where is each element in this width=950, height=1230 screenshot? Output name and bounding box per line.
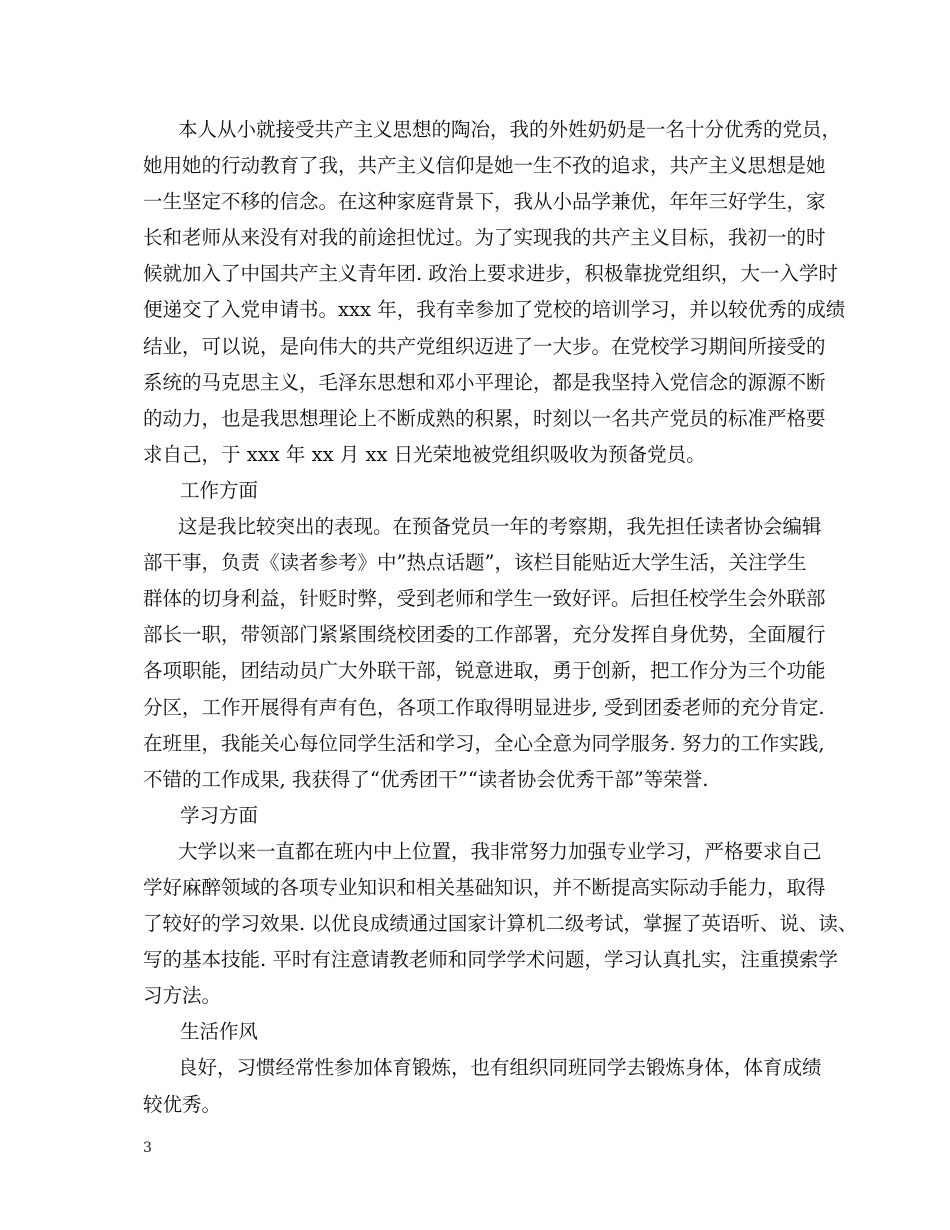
- paragraph-line: 分区，工作开展得有声有色，各项工作取得明显进步, 受到团委老师的充分肯定.: [143, 695, 825, 719]
- paragraph-line: 了较好的学习效果. 以优良成绩通过国家计算机二级考试，掌握了英语听、说、读、: [143, 912, 858, 936]
- paragraph-line: 本人从小就接受共产主义思想的陶冶，我的外姓奶奶是一名十分优秀的党员，: [178, 118, 842, 141]
- paragraph-line: 写的基本技能. 平时有注意请教老师和同学学术问题，学习认真扎实，注重摸索学: [143, 948, 838, 972]
- paragraph-line: 习方法。: [143, 984, 222, 1008]
- paragraph-line: 系统的马克思主义，毛泽东思想和邓小平理论，都是我坚持入党信念的源源不断: [143, 370, 826, 394]
- paragraph-line: 她用她的行动教育了我，共产主义信仰是她一生不孜的追求，共产主义思想是她: [143, 154, 826, 178]
- paragraph-line: 求自己，于 xxx 年 xx 月 xx 日光荣地被党组织吸收为预备党员。: [143, 442, 706, 466]
- section-heading-life: 生活作风: [180, 1020, 259, 1044]
- page-number: 3: [143, 1140, 152, 1156]
- paragraph-line: 学好麻醉领域的各项专业知识和相关基础知识，并不断提高实际动手能力，取得: [143, 875, 826, 899]
- paragraph-line: 大学以来一直都在班内中上位置，我非常努力加强专业学习，严格要求自己: [178, 839, 822, 863]
- document-body: [143, 112, 858, 1123]
- paragraph-line: 较优秀。: [143, 1092, 222, 1116]
- paragraph-line: 候就加入了中国共产主义青年团. 政治上要求进步，积极靠拢党组织，大一入学时: [143, 262, 838, 286]
- paragraph-line: 各项职能，团结动员广大外联干部，锐意进取，勇于创新，把工作分为三个功能: [143, 659, 826, 683]
- paragraph-line: 部长一职，带领部门紧紧围绕校团委的工作部署，充分发挥自身优势，全面履行: [143, 623, 826, 647]
- paragraph-line: 长和老师从来没有对我的前途担忧过。为了实现我的共产主义目标，我初一的时: [143, 226, 826, 250]
- paragraph-line: 部干事，负责《读者参考》中”热点话题”，该栏目能贴近大学生活，关注学生: [143, 551, 807, 575]
- section-heading-study: 学习方面: [180, 803, 259, 827]
- paragraph-line: 结业，可以说，是向伟大的共产党组织迈进了一大步。在党校学习期间所接受的: [143, 334, 826, 358]
- section-heading-work: 工作方面: [180, 478, 259, 502]
- paragraph-line: 群体的切身利益，针贬时弊，受到老师和学生一致好评。后担任校学生会外联部: [143, 587, 826, 611]
- paragraph-line: 在班里，我能关心每位同学生活和学习，全心全意为同学服务. 努力的工作实践,: [143, 731, 825, 755]
- paragraph-line: 的动力，也是我思想理论上不断成熟的积累，时刻以一名共产党员的标准严格要: [143, 406, 826, 430]
- paragraph-line: 便递交了入党申请书。xxx 年，我有幸参加了党校的培训学习，并以较优秀的成绩: [143, 298, 846, 322]
- paragraph-line: 良好，习惯经常性参加体育锻炼，也有组织同班同学去锻炼身体，体育成绩: [178, 1056, 822, 1080]
- paragraph-line: 不错的工作成果, 我获得了“优秀团干”“读者协会优秀干部”等荣誉.: [143, 767, 709, 791]
- paragraph-line: 这是我比较突出的表现。在预备党员一年的考察期，我先担任读者协会编辑: [178, 515, 822, 539]
- paragraph-line: 一生坚定不移的信念。在这种家庭背景下，我从小品学兼优，年年三好学生，家: [143, 190, 826, 214]
